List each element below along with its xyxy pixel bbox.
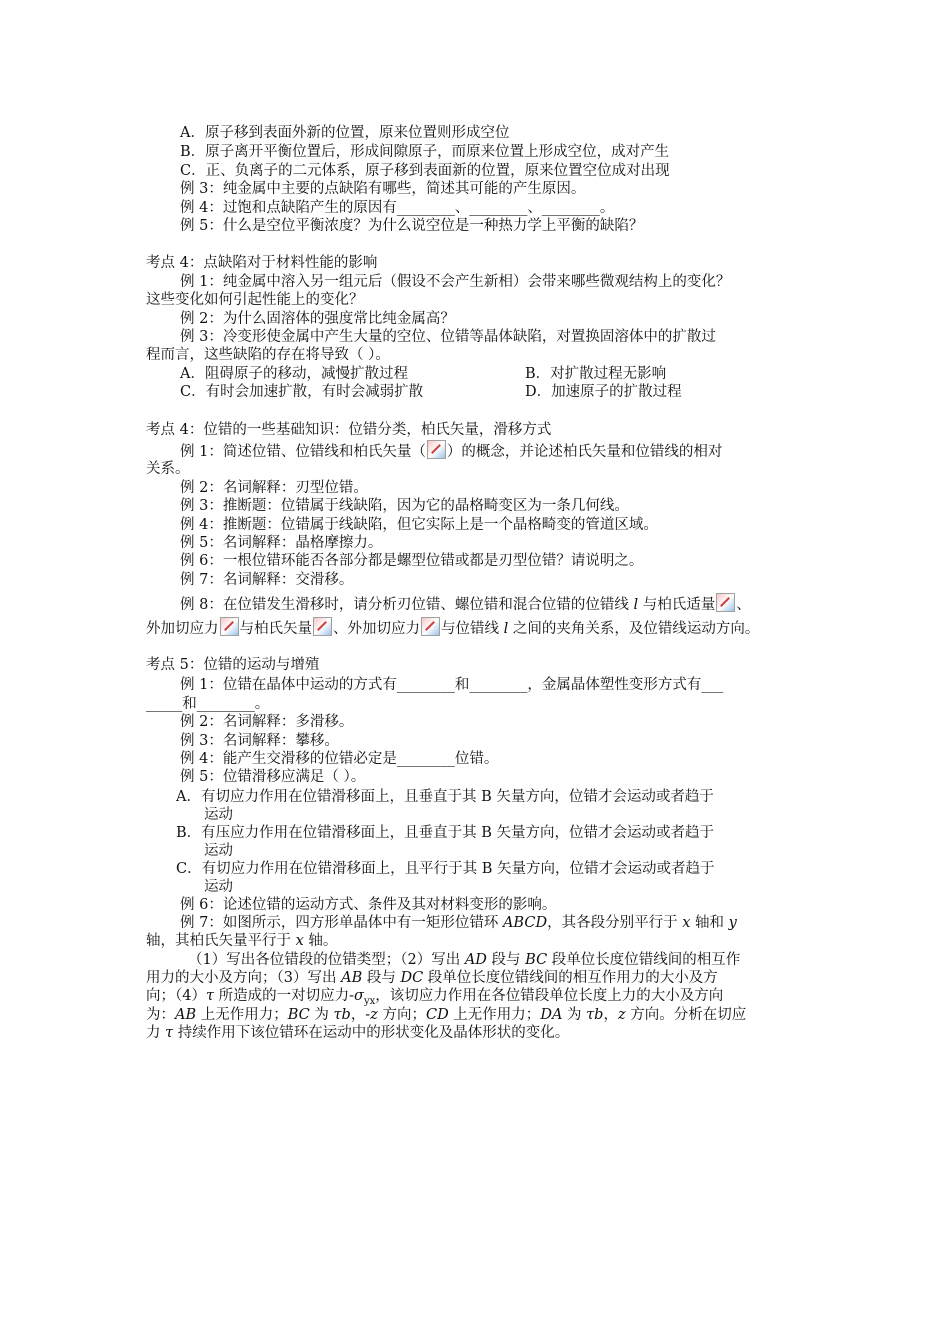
paragraph-line <box>180 534 382 553</box>
italic-symbol: l <box>633 597 639 613</box>
italic-symbol: CD <box>425 1007 449 1023</box>
formula-image-icon <box>427 440 446 459</box>
paragraph-line <box>180 328 716 347</box>
paragraph-line <box>180 593 751 615</box>
paragraph-line <box>180 479 368 498</box>
paragraph-line <box>146 932 337 951</box>
text: 例 2：名词解释：刃型位错。 <box>180 480 368 496</box>
italic-symbol: AD <box>464 952 487 968</box>
italic-symbol: BC <box>287 1007 310 1023</box>
italic-symbol: AB <box>341 970 363 986</box>
text: 例 7：如图所示，四方形单晶体中有一矩形位错环 <box>180 915 503 931</box>
option-a-line <box>176 788 714 807</box>
italic-symbol: τb <box>586 1007 604 1023</box>
text: 持续作用下该位错环在运动中的形状变化及晶体形状的变化。 <box>173 1025 570 1041</box>
paragraph-line <box>180 552 643 571</box>
option-c-line <box>176 860 714 879</box>
text: 为 <box>309 1007 334 1023</box>
text: 为： <box>146 1007 175 1023</box>
text: 程而言，这些缺陷的存在将导致（ ）。 <box>146 347 390 363</box>
text: A．阻碍原子的移动，减慢扩散过程 <box>180 366 408 382</box>
text: ，- <box>350 1007 371 1023</box>
text: 轴。 <box>303 933 338 949</box>
option-c-line <box>180 162 670 181</box>
text: 段与 <box>486 952 526 968</box>
text: 外加切应力 <box>146 621 219 637</box>
italic-symbol: ABCD <box>502 915 548 931</box>
text: 轴，其柏氏矢量平行于 <box>146 933 296 949</box>
paragraph-line <box>146 291 364 310</box>
paragraph-line <box>146 969 718 988</box>
formula-image-icon <box>421 617 440 636</box>
paragraph-line <box>180 713 353 732</box>
text: 上无作用力； <box>196 1007 288 1023</box>
italic-symbol: DA <box>540 1007 563 1023</box>
paragraph-line <box>146 695 269 714</box>
paragraph-line <box>146 617 759 639</box>
italic-symbol: l <box>503 621 509 637</box>
text: 力 <box>146 1025 166 1041</box>
text: 为 <box>562 1007 587 1023</box>
text: B．有压应力作用在位错滑移面上，且垂直于其 B 矢量方向，位错才会运动或者趋于 <box>176 825 715 841</box>
text: 例 1：纯金属中溶入另一组元后（假设不会产生新相）会带来哪些微观结构上的变化？ <box>180 274 731 290</box>
text: 例 4：过饱和点缺陷产生的原因有________、________、________。 <box>180 200 615 216</box>
option-a-line <box>180 124 509 143</box>
text: 向；（4） <box>146 988 206 1004</box>
text: 例 3：名词解释：攀移。 <box>180 733 339 749</box>
text: B．原子离开平衡位置后，形成间隙原子，而原来位置上形成空位，成对产生 <box>180 144 670 160</box>
paragraph-line <box>180 497 629 516</box>
text: D．加速原子的扩散过程 <box>525 384 682 400</box>
paragraph-line <box>146 460 190 479</box>
paragraph-line <box>180 440 722 462</box>
italic-symbol: σ <box>354 988 364 1004</box>
text: 这些变化如何引起性能上的变化？ <box>146 292 364 308</box>
text: 考点 4：位错的一些基础知识：位错分类，柏氏矢量，滑移方式 <box>146 422 552 438</box>
italic-symbol: z <box>370 1007 378 1023</box>
example-4-line <box>180 199 614 218</box>
text: 段单位长度位错线间的相互作 <box>547 952 741 968</box>
text: 上无作用力； <box>448 1007 541 1023</box>
text: ）的概念，并论述柏氏矢量和位错线的相对 <box>446 444 723 460</box>
formula-image-icon <box>220 617 239 636</box>
option-b-line <box>176 824 714 843</box>
text: 、外加切应力 <box>333 621 420 637</box>
italic-symbol: τb <box>333 1007 351 1023</box>
text: 运动 <box>204 807 233 823</box>
text: 例 2：名词解释：多滑移。 <box>180 714 354 730</box>
subscript: yx <box>363 995 376 1007</box>
text: 所造成的一对切应力- <box>214 988 355 1004</box>
text: 例 3：推断题：位错属于线缺陷，因为它的晶格畸变区为一条几何线。 <box>180 498 629 514</box>
text: 例 2：为什么固溶体的强度常比纯金属高？ <box>180 311 455 327</box>
text: 例 8：在位错发生滑移时，请分析刃位错、螺位错和混合位错的位错线 <box>180 597 629 613</box>
text: _____和________。 <box>146 696 270 712</box>
option-b-line <box>525 365 666 384</box>
paragraph-line <box>146 1024 569 1043</box>
paragraph-line <box>180 273 730 292</box>
text: 关系。 <box>146 461 190 477</box>
text: 与柏氏适量 <box>642 597 716 613</box>
text: 、 <box>736 597 751 613</box>
option-c-continuation <box>204 878 233 897</box>
paragraph-line <box>180 914 737 933</box>
text: C．正、负离子的二元体系，原子移到表面新的位置，原来位置空位成对出现 <box>180 163 670 179</box>
text: 方向。分析在切应 <box>625 1007 747 1023</box>
italic-symbol: z <box>617 1007 626 1023</box>
text: C．有切应力作用在位错滑移面上，且平行于其 B 矢量方向，位错才会运动或者趋于 <box>176 861 715 877</box>
italic-symbol: x <box>682 915 691 931</box>
paragraph-line <box>180 516 658 535</box>
text: 例 3：纯金属中主要的点缺陷有哪些，简述其可能的产生原因。 <box>180 181 586 197</box>
text: 段单位长度位错线间的相互作用力的大小及方 <box>423 970 718 986</box>
example-5-line <box>180 217 643 236</box>
option-b-continuation <box>204 842 233 861</box>
text: 例 4：推断题：位错属于线缺陷，但它实际上是一个晶格畸变的管道区域。 <box>180 517 658 533</box>
italic-symbol: τ <box>205 988 215 1004</box>
text: 例 5：什么是空位平衡浓度？为什么说空位是一种热力学上平衡的缺陷？ <box>180 218 644 234</box>
text: 考点 4：点缺陷对于材料性能的影响 <box>146 255 378 271</box>
text: 例 5：位错滑移应满足（ ）。 <box>180 769 366 785</box>
formula-image-icon <box>716 593 735 612</box>
text: 方向； <box>377 1007 426 1023</box>
option-a-line <box>180 365 408 384</box>
italic-symbol: AB <box>175 1007 197 1023</box>
paragraph-line <box>180 732 339 751</box>
text: ，该切应力作用在各位错段单位长度上力的大小及方向 <box>375 988 724 1004</box>
text: 例 1：简述位错、位错线和柏氏矢量（ <box>180 444 426 460</box>
text: 考点 5：位错的运动与增殖 <box>146 657 320 673</box>
text: 例 1：位错在晶体中运动的方式有________和________，金属晶体塑性变形方式有___ <box>180 677 724 693</box>
text: 与位错线 <box>441 621 499 637</box>
section-heading <box>146 656 319 675</box>
text: A．原子移到表面外新的位置，原来位置则形成空位 <box>180 125 510 141</box>
text: ，其各段分别平行于 <box>547 915 683 931</box>
paragraph-line <box>146 1006 746 1025</box>
paragraph-line <box>188 951 740 970</box>
italic-symbol: BC <box>525 952 548 968</box>
text: 例 3：冷变形使金属中产生大量的空位、位错等晶体缺陷，对置换固溶体中的扩散过 <box>180 329 716 345</box>
text: 之间的夹角关系，及位错线运动方向。 <box>512 621 760 637</box>
section-heading <box>146 421 551 440</box>
text: 用力的大小及方向；（3）写出 <box>146 970 342 986</box>
text: 运动 <box>204 843 233 859</box>
italic-symbol: y <box>728 915 737 931</box>
paragraph-line <box>180 750 498 769</box>
text: 轴和 <box>690 915 729 931</box>
text: 运动 <box>204 879 233 895</box>
text: C．有时会加速扩散，有时会减弱扩散 <box>180 384 424 400</box>
italic-symbol: x <box>295 933 304 949</box>
paragraph-line <box>180 676 723 695</box>
option-b-line <box>180 143 669 162</box>
text: 例 6：论述位错的运动方式、条件及其对材料变形的影响。 <box>180 897 557 913</box>
option-d-line <box>525 383 682 402</box>
text: 例 7：名词解释：交滑移。 <box>180 572 354 588</box>
paragraph-line <box>180 571 353 590</box>
text: ， <box>603 1007 618 1023</box>
text: （1）写出各位错段的位错类型；（2）写出 <box>188 952 465 968</box>
text: 段与 <box>362 970 401 986</box>
text: B．对扩散过程无影响 <box>525 366 667 382</box>
paragraph-line <box>146 346 390 365</box>
italic-symbol: DC <box>400 970 424 986</box>
option-a-continuation <box>204 806 233 825</box>
text: A．有切应力作用在位错滑移面上，且垂直于其 B 矢量方向，位错才会运动或者趋于 <box>176 789 714 805</box>
text: 例 6：一根位错环能否各部分都是螺型位错或都是刃型位错？请说明之。 <box>180 553 644 569</box>
paragraph-line <box>180 310 455 329</box>
text: 例 5：名词解释：晶格摩擦力。 <box>180 535 383 551</box>
text: 例 4：能产生交滑移的位错必定是________位错。 <box>180 751 499 767</box>
example-3-line <box>180 180 585 199</box>
paragraph-line <box>180 768 365 787</box>
formula-image-icon <box>313 617 332 636</box>
text: 与柏氏矢量 <box>239 621 312 637</box>
paragraph-line <box>180 896 556 915</box>
option-c-line <box>180 383 423 402</box>
section-heading <box>146 254 377 273</box>
italic-symbol: τ <box>165 1025 174 1041</box>
